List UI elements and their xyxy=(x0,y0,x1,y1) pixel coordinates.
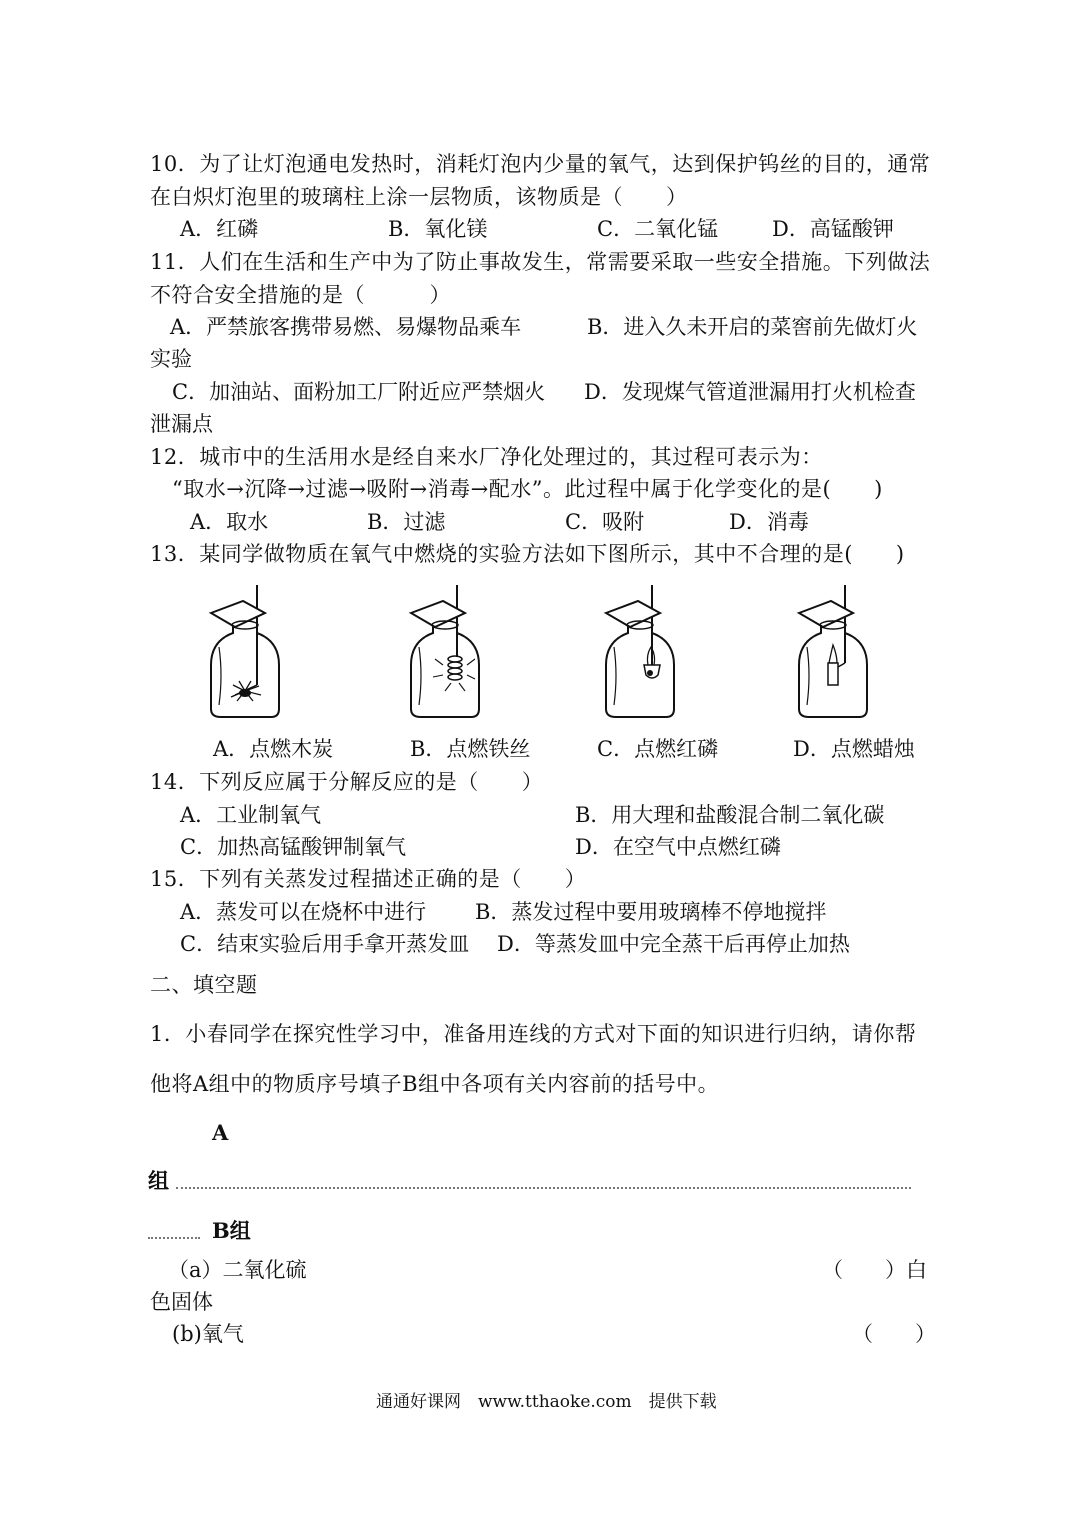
q13-caption-c: C．点燃红磷 xyxy=(597,737,719,761)
q11-option-b-cont: 实验 xyxy=(150,347,192,371)
red-phosphorus-burning-jar-icon xyxy=(600,585,680,723)
q14-option-a: A．工业制氧气 xyxy=(180,803,322,827)
q11-line2: 不符合安全措施的是（ ） xyxy=(150,283,451,307)
q12-option-b: B．过滤 xyxy=(367,510,446,534)
group-a-item-b: (b)氧气 xyxy=(172,1322,244,1346)
q14-option-c: C．加热高锰酸钾制氧气 xyxy=(180,835,407,859)
q10-option-a: A．红磷 xyxy=(180,217,259,241)
group-b-blank-1: （ ）白 xyxy=(822,1258,927,1282)
q14-line1: 14．下列反应属于分解反应的是（ ） xyxy=(150,770,544,794)
group-a-item-a: （a）二氧化硫 xyxy=(168,1258,307,1282)
group-b-item-1-cont: 色固体 xyxy=(150,1290,213,1314)
group-b-blank-2: （ ） xyxy=(852,1322,936,1346)
q10-option-d: D．高锰酸钾 xyxy=(772,217,894,241)
section2-heading: 二、填空题 xyxy=(150,973,258,997)
q10-option-c: C．二氧化锰 xyxy=(597,217,719,241)
candle-burning-jar-icon xyxy=(793,585,873,723)
group-b-label: B组 xyxy=(212,1218,251,1243)
footer-text: 通通好课网 www.tthaoke.com 提供下载 xyxy=(376,1392,717,1412)
charcoal-burning-jar-icon xyxy=(205,585,285,723)
q15-option-b: B．蒸发过程中要用玻璃棒不停地搅拌 xyxy=(475,900,827,924)
iron-wire-burning-jar-icon xyxy=(405,585,485,723)
q12-option-a: A．取水 xyxy=(190,510,269,534)
q15-line1: 15．下列有关蒸发过程描述正确的是（ ） xyxy=(150,867,587,891)
dotted-leader-short xyxy=(148,1235,200,1239)
q11-option-b: B．进入久未开启的菜窖前先做灯火 xyxy=(587,315,918,339)
q13-caption-a: A．点燃木炭 xyxy=(213,737,334,761)
group-a-letter: A xyxy=(212,1120,229,1145)
q15-option-d: D．等蒸发皿中完全蒸干后再停止加热 xyxy=(497,932,850,956)
q13-caption-b: B．点燃铁丝 xyxy=(410,737,531,761)
q11-option-d: D．发现煤气管道泄漏用打火机检查 xyxy=(584,380,916,404)
q11-option-d-cont: 泄漏点 xyxy=(150,412,213,436)
fill-q1-line1: 1．小春同学在探究性学习中，准备用连线的方式对下面的知识进行归纳，请你帮 xyxy=(150,1022,917,1046)
q12-line2: “取水→沉降→过滤→吸附→消毒→配水”。此过程中属于化学变化的是( ) xyxy=(172,477,883,501)
q10-line1: 10．为了让灯泡通电发热时，消耗灯泡内少量的氧气，达到保护钨丝的目的，通常 xyxy=(150,152,931,176)
dotted-leader xyxy=(176,1185,911,1189)
q14-option-b: B．用大理和盐酸混合制二氧化碳 xyxy=(575,803,885,827)
q12-option-d: D．消毒 xyxy=(729,510,809,534)
q13-line1: 13．某同学做物质在氧气中燃烧的实验方法如下图所示，其中不合理的是( ) xyxy=(150,542,905,566)
q12-line1: 12．城市中的生活用水是经自来水厂净化处理过的，其过程可表示为： xyxy=(150,445,823,469)
q11-option-a: A．严禁旅客携带易燃、易爆物品乘车 xyxy=(170,315,522,339)
q14-option-d: D．在空气中点燃红磷 xyxy=(575,835,781,859)
fill-q1-line2: 他将A组中的物质序号填子B组中各项有关内容前的括号中。 xyxy=(150,1072,720,1096)
q15-option-c: C．结束实验后用手拿开蒸发皿 xyxy=(180,932,470,956)
group-a-suffix: 组 xyxy=(148,1168,169,1193)
q13-caption-d: D．点燃蜡烛 xyxy=(793,737,915,761)
q10-line2: 在白炽灯泡里的玻璃柱上涂一层物质，该物质是（ ） xyxy=(150,185,688,209)
q11-line1: 11．人们在生活和生产中为了防止事故发生，常需要采取一些安全措施。下列做法 xyxy=(150,250,931,274)
q15-option-a: A．蒸发可以在烧杯中进行 xyxy=(180,900,427,924)
q10-option-b: B．氧化镁 xyxy=(388,217,488,241)
q11-option-c: C．加油站、面粉加工厂附近应严禁烟火 xyxy=(172,380,546,404)
q12-option-c: C．吸附 xyxy=(565,510,645,534)
